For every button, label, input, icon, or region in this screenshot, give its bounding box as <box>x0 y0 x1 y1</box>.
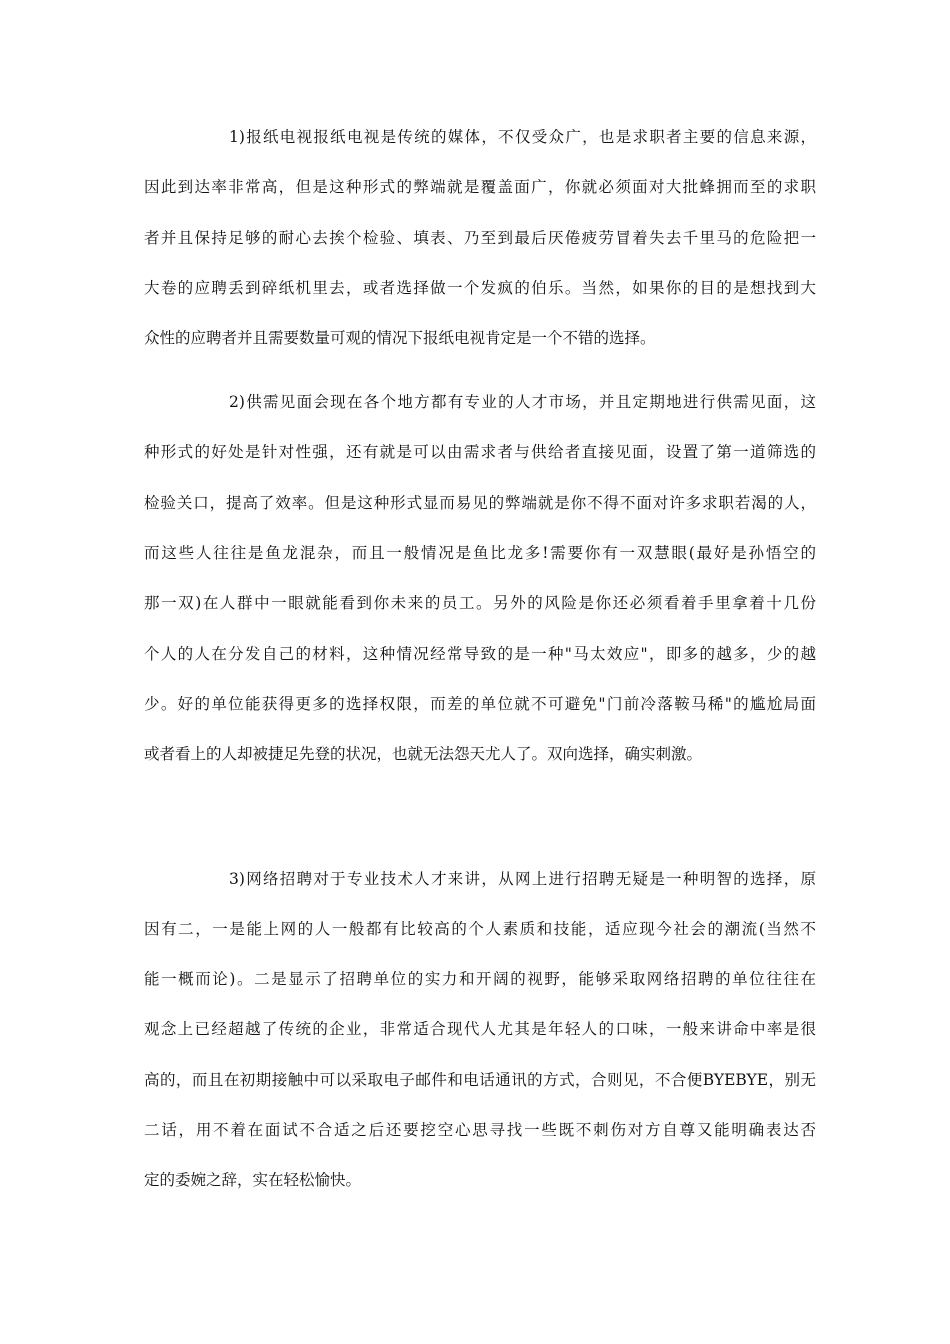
text-line: 而这些人往往是鱼龙混杂，而且一般情况是鱼比龙多!需要你有一双慧眼(最好是孙悟空的 <box>144 544 816 562</box>
text-line: 个人的人在分发自己的材料，这种情况经常导致的是一种"马太效应"，即多的越多，少的越 <box>144 645 816 663</box>
text-line: 因有二，一是能上网的人一般都有比较高的个人素质和技能，适应现今社会的潮流(当然不 <box>144 920 816 938</box>
text-line: 2)供需见面会现在各个地方都有专业的人才市场，并且定期地进行供需见面，这 <box>229 393 816 411</box>
text-line: 观念上已经超越了传统的企业，非常适合现代人尤其是年轻人的口味，一般来讲命中率是很 <box>144 1020 816 1038</box>
text-line: 种形式的好处是针对性强，还有就是可以由需求者与供给者直接见面，设置了第一道筛选的 <box>144 443 816 461</box>
text-line: 少。好的单位能获得更多的选择权限，而差的单位就不可避免"门前冷落鞍马稀"的尴尬局面 <box>144 695 816 713</box>
text-line: 能一概而论)。二是显示了招聘单位的实力和开阔的视野，能够采取网络招聘的单位往往在 <box>144 970 816 988</box>
text-line: 或者看上的人却被捷足先登的状况，也就无法怨天尤人了。双向选择，确实刺激。 <box>144 745 703 763</box>
text-line: 因此到达率非常高，但是这种形式的弊端就是覆盖面广，你就必须面对大批蜂拥而至的求职 <box>144 178 816 196</box>
text-line: 定的委婉之辞，实在轻松愉快。 <box>144 1171 362 1189</box>
text-line: 者并且保持足够的耐心去挨个检验、填表、乃至到最后厌倦疲劳冒着失去千里马的危险把一 <box>144 229 816 247</box>
text-line: 检验关口，提高了效率。但是这种形式显而易见的弊端就是你不得不面对许多求职若渴的人， <box>144 494 816 512</box>
text-line: 3)网络招聘对于专业技术人才来讲，从网上进行招聘无疑是一种明智的选择，原 <box>229 870 816 888</box>
text-line: 众性的应聘者并且需要数量可观的情况下报纸电视肯定是一个不错的选择。 <box>144 329 656 347</box>
text-line: 1)报纸电视报纸电视是传统的媒体，不仅受众广，也是求职者主要的信息来源， <box>229 128 816 146</box>
text-line: 大卷的应聘丢到碎纸机里去，或者选择做一个发疯的伯乐。当然，如果你的目的是想找到大 <box>144 279 816 297</box>
text-line: 高的，而且在初期接触中可以采取电子邮件和电话通讯的方式，合则见，不合便BYEBYE，别无 <box>144 1071 816 1089</box>
text-line: 二话，用不着在面试不合适之后还要挖空心思寻找一些既不刺伤对方自尊又能明确表达否 <box>144 1121 816 1139</box>
text-line: 那一双)在人群中一眼就能看到你未来的员工。另外的风险是你还必须看着手里拿着十几份 <box>144 594 816 612</box>
